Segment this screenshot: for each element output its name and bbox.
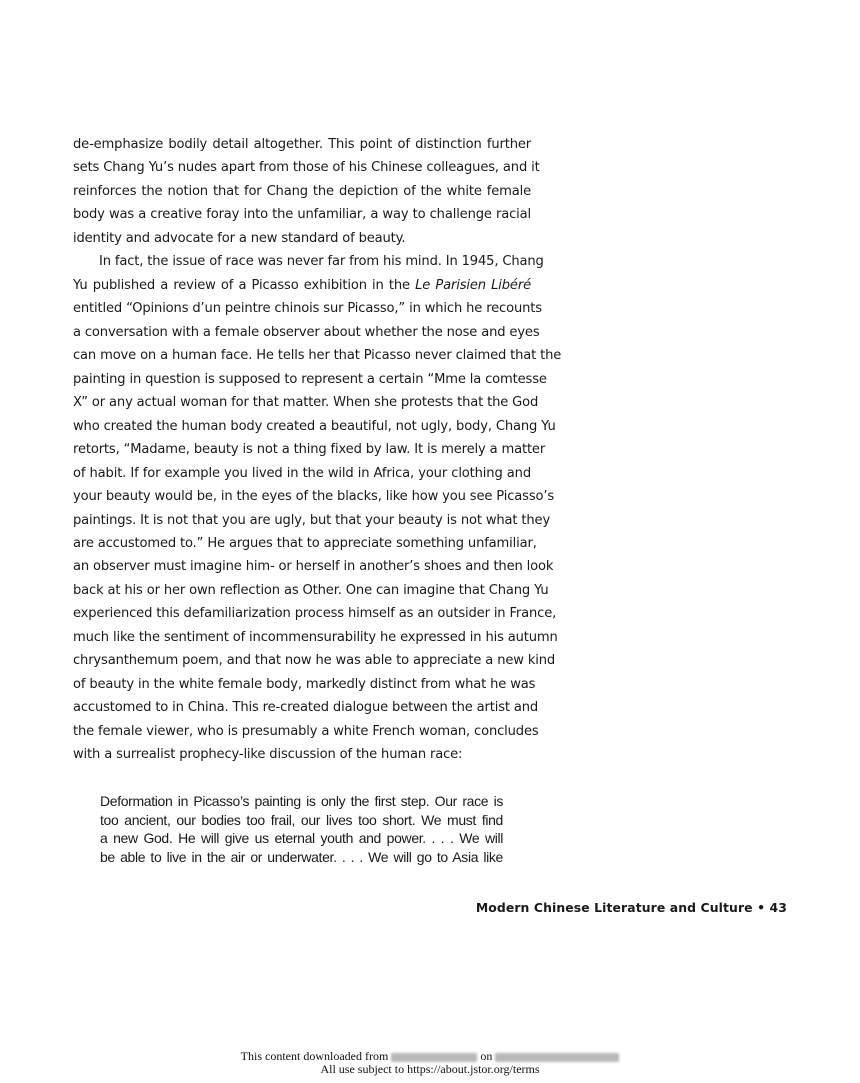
redacted-timestamp: [495, 1053, 619, 1062]
terms-notice: All use subject to https://about.jstor.org/terms: [320, 1062, 540, 1076]
quote-line: a new God. He will give us eternal youth and power. . . . We will: [100, 830, 503, 847]
text-line: an observer must imagine him- or herself in another’s shoes and then look: [73, 559, 554, 575]
body-text: [73, 133, 562, 767]
text-line: painting in question is supposed to represent a certain “Mme la comtesse: [73, 371, 547, 387]
text-line: of beauty in the white female body, markedly distinct from what he was: [73, 676, 536, 692]
text-line: [73, 274, 531, 297]
quote-line: too ancient, our bodies too frail, our lives too short. We must find: [100, 811, 503, 828]
text-line: are accustomed to.” He argues that to appreciate something unfamiliar,: [73, 535, 537, 551]
text-line: identity and advocate for a new standard of beauty.: [73, 230, 406, 246]
text-line: X” or any actual woman for that matter. When she protests that the God: [73, 395, 539, 411]
jstor-notice: [0, 1050, 860, 1076]
quote-line: Deformation in Picasso’s painting is only the first step. Our race is: [100, 793, 503, 809]
text-line: accustomed to in China. This re-created dialogue between the artist and: [73, 700, 539, 716]
block-quote: [100, 792, 503, 866]
text-line: retorts, “Madame, beauty is not a thing fixed by law. It is merely a matter: [73, 442, 546, 458]
text-line: back at his or her own reflection as Other. One can imagine that Chang Yu: [73, 582, 549, 598]
text-line: entitled “Opinions d’un peintre chinois sur Picasso,” in which he recounts: [73, 301, 542, 317]
running-footer: [476, 900, 787, 915]
text-line: much like the sentiment of incommensurability he expressed in his autumn: [73, 629, 558, 645]
text-segment: Yu published a review of a Picasso exhibition in the: [73, 277, 416, 293]
italic-title: Le Parisien Libéré: [415, 277, 531, 293]
text-line: who created the human body created a beautiful, not ugly, body, Chang Yu: [73, 418, 556, 434]
text-line: paintings. It is not that you are ugly, but that your beauty is not what they: [73, 512, 551, 528]
text-line: sets Chang Yu’s nudes apart from those of his Chinese colleagues, and it: [73, 160, 540, 176]
text-line: reinforces the notion that for Chang the depiction of the white female: [73, 183, 531, 199]
text-line: the female viewer, who is presumably a white French woman, concludes: [73, 723, 539, 739]
text-line: In fact, the issue of race was never far from his mind. In 1945, Chang: [99, 254, 544, 270]
text-line: can move on a human face. He tells her that Picasso never claimed that the: [73, 348, 562, 364]
text-line: your beauty would be, in the eyes of the blacks, like how you see Picasso’s: [73, 489, 555, 505]
separator: •: [757, 900, 766, 915]
journal-title: Modern Chinese Literature and Culture: [475, 900, 753, 915]
redacted-ip: [391, 1053, 477, 1062]
text-line: experienced this defamiliarization process himself as an outsider in France,: [73, 606, 557, 622]
text-line: de-emphasize bodily detail altogether. This point of distinction further: [73, 137, 531, 152]
download-prefix: This content downloaded from: [240, 1049, 389, 1063]
text-line: of habit. If for example you lived in the wild in Africa, your clothing and: [73, 465, 531, 481]
download-notice: [0, 1050, 860, 1063]
text-line: body was a creative foray into the unfamiliar, a way to challenge racial: [73, 207, 531, 223]
page-number: 43: [769, 900, 787, 915]
text-line: with a surrealist prophecy-like discussion of the human race:: [73, 747, 463, 763]
text-line: chrysanthemum poem, and that now he was able to appreciate a new kind: [73, 653, 556, 669]
download-on: on: [480, 1049, 493, 1063]
text-line: a conversation with a female observer about whether the nose and eyes: [73, 324, 540, 340]
quote-line: be able to live in the air or underwater. . . . We will go to Asia like: [100, 848, 503, 865]
